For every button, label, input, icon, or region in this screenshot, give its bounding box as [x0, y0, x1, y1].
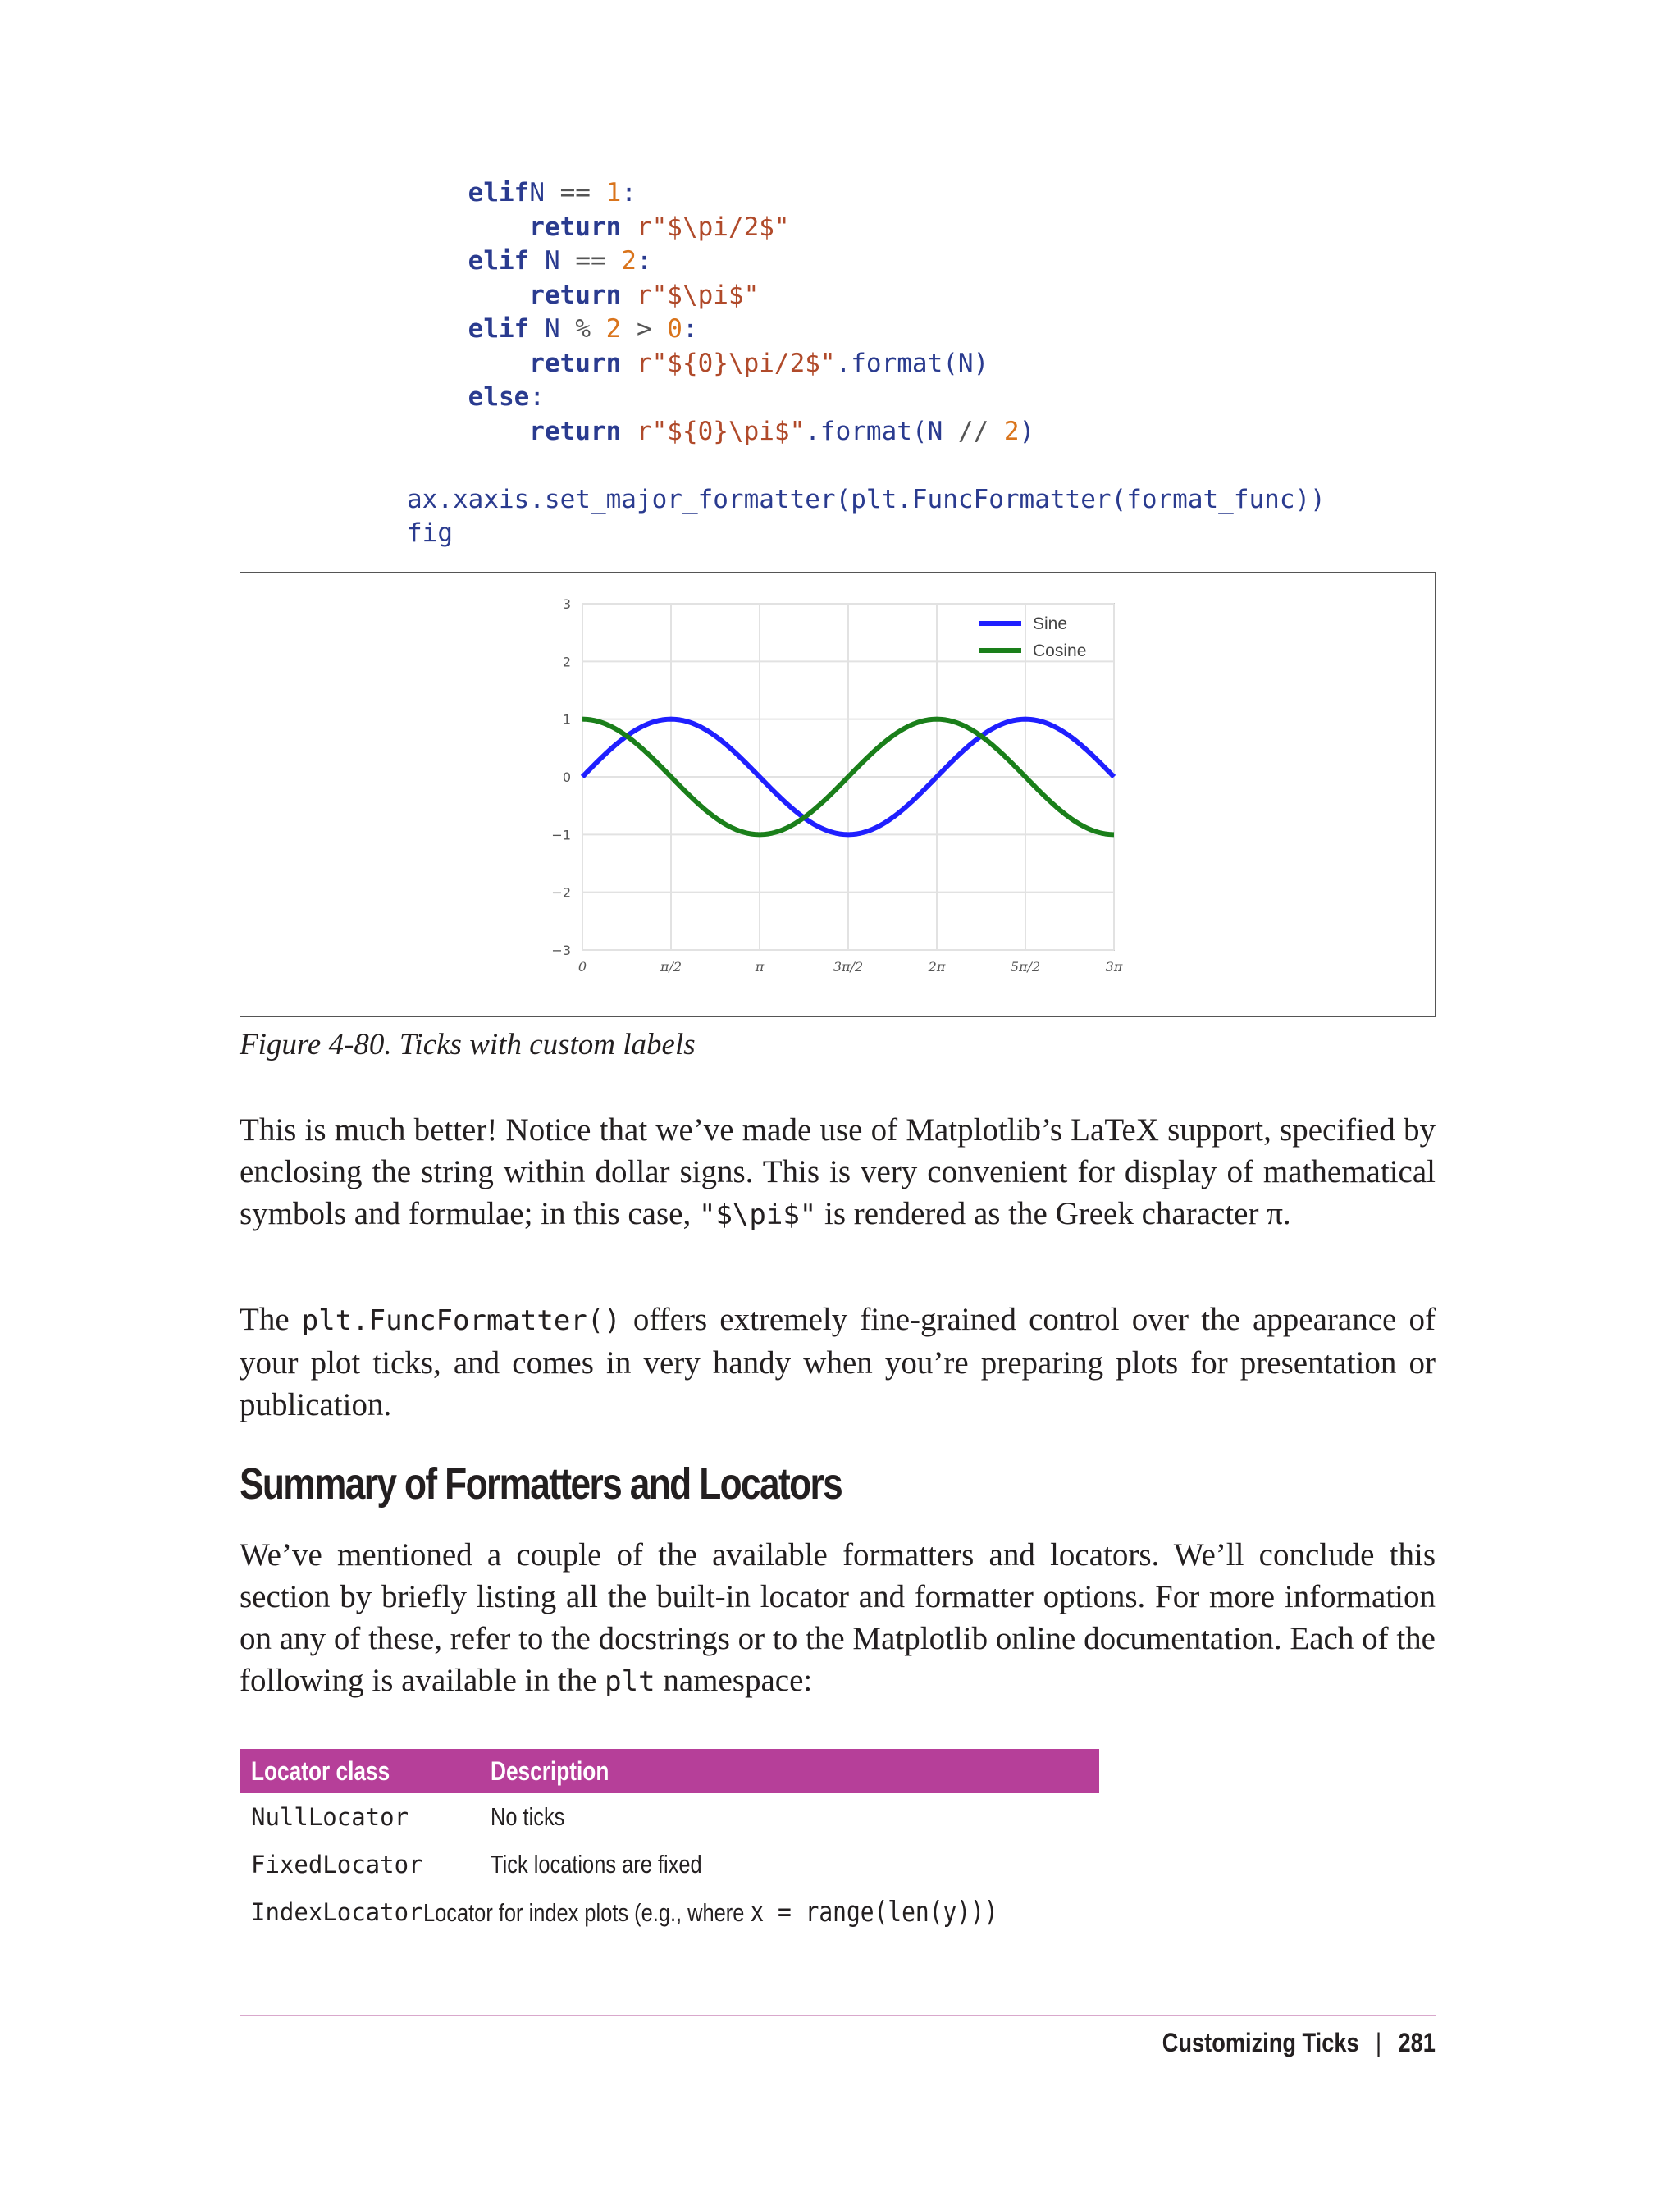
y-tick-label: −2	[551, 884, 571, 901]
locator-description	[423, 1896, 998, 1929]
y-tick-label: −1	[551, 827, 571, 843]
figure-frame	[240, 572, 1436, 1017]
x-tick-label: 3π	[1105, 959, 1123, 975]
code-line: elifN == 1:	[407, 178, 637, 208]
inline-code: x = range(len(y)))	[749, 1896, 998, 1929]
sine-cosine-chart	[240, 573, 1436, 1018]
inline-code: plt.FuncFormatter()	[301, 1304, 621, 1337]
y-tick-label: −3	[551, 943, 571, 958]
footer-rule	[240, 2015, 1436, 2016]
table-header	[240, 1749, 1099, 1793]
code-line: return r"$\pi/2$"	[407, 212, 790, 242]
code-line: elif N == 2:	[407, 246, 652, 276]
code-line: fig	[407, 518, 453, 548]
code-line: return r"${0}\pi/2$".format(N)	[407, 348, 989, 378]
y-tick-label: 0	[562, 769, 571, 785]
paragraph-latex	[240, 1109, 1436, 1236]
description-text: Locator for index plots (e.g., where	[422, 1898, 750, 1927]
code-line: return r"${0}\pi$".format(N // 2)	[407, 416, 1035, 446]
x-tick-label: 3π/2	[833, 959, 864, 975]
running-section-title: Customizing Ticks	[1162, 2028, 1359, 2057]
x-tick-label: 2π	[928, 959, 946, 975]
paragraph-summary	[240, 1534, 1436, 1703]
header-label: Description	[491, 1755, 609, 1786]
x-tick-label: 0	[578, 959, 587, 975]
code-line	[407, 449, 1473, 483]
code-block	[407, 176, 1473, 551]
x-tick-label: π/2	[660, 959, 682, 975]
code-line: return r"$\pi$"	[407, 280, 760, 310]
header-label: Locator class	[251, 1755, 390, 1786]
locator-name: NullLocator	[251, 1803, 409, 1831]
x-tick-label: 5π/2	[1010, 959, 1041, 975]
header-cell	[240, 1756, 491, 1787]
figure-caption: Figure 4-80. Ticks with custom labels	[240, 1028, 696, 1061]
description-text: No ticks	[491, 1802, 565, 1831]
inline-code: "$\pi$"	[698, 1198, 817, 1231]
inline-code: plt	[605, 1665, 655, 1698]
y-tick-label: 3	[562, 596, 571, 612]
locator-name: FixedLocator	[251, 1851, 423, 1879]
page-footer	[1162, 2028, 1436, 2058]
paragraph-text: namespace:	[655, 1663, 813, 1698]
code-line: elif N % 2 > 0:	[407, 314, 698, 344]
section-heading: Summary of Formatters and Locators	[240, 1459, 842, 1509]
paragraph-text: offers extremely fine-grained control over the appearance of your plot ticks, and comes in very handy when you’re preparing plots for presentation or publication.	[240, 1302, 1436, 1422]
table-row	[240, 1888, 1099, 1936]
page-number: 281	[1398, 2028, 1436, 2057]
code-line: ax.xaxis.set_major_formatter(plt.FuncFormatter(format_func))	[407, 484, 1326, 514]
paragraph-funcformatter	[240, 1299, 1436, 1426]
description-text: Tick locations are fixed	[491, 1850, 702, 1879]
legend-label-cosine: Cosine	[1033, 641, 1087, 660]
locator-name: IndexLocator	[251, 1898, 423, 1926]
locator-table	[240, 1749, 1099, 1936]
y-tick-label: 2	[562, 654, 571, 670]
paragraph-text: The	[240, 1302, 302, 1337]
table-row	[240, 1841, 1099, 1888]
x-tick-label: π	[755, 959, 765, 975]
paragraph-text: This is much better! Notice that we’ve made use of Matplotlib’s LaTeX support, specified by enclosing the string within dollar signs. This is very convenient for display of mathematical symbols and formulae; in this case,	[240, 1112, 1436, 1231]
header-cell	[491, 1756, 1099, 1787]
footer-separator: |	[1376, 2028, 1382, 2057]
locator-description	[491, 1802, 989, 1832]
table-row	[240, 1793, 1099, 1841]
paragraph-text: is rendered as the Greek character π.	[816, 1196, 1291, 1231]
locator-description	[491, 1850, 989, 1879]
code-line: else:	[407, 382, 545, 412]
legend-label-sine: Sine	[1033, 614, 1068, 633]
paragraph-text: We’ve mentioned a couple of the available formatters and locators. We’ll conclude this section by briefly listing all the built-in locator and formatter options. For more information on any of these, refer to the docstrings or to the Matplotlib online documentation. Each of the following is available in the	[240, 1537, 1436, 1698]
y-tick-label: 1	[562, 711, 571, 728]
